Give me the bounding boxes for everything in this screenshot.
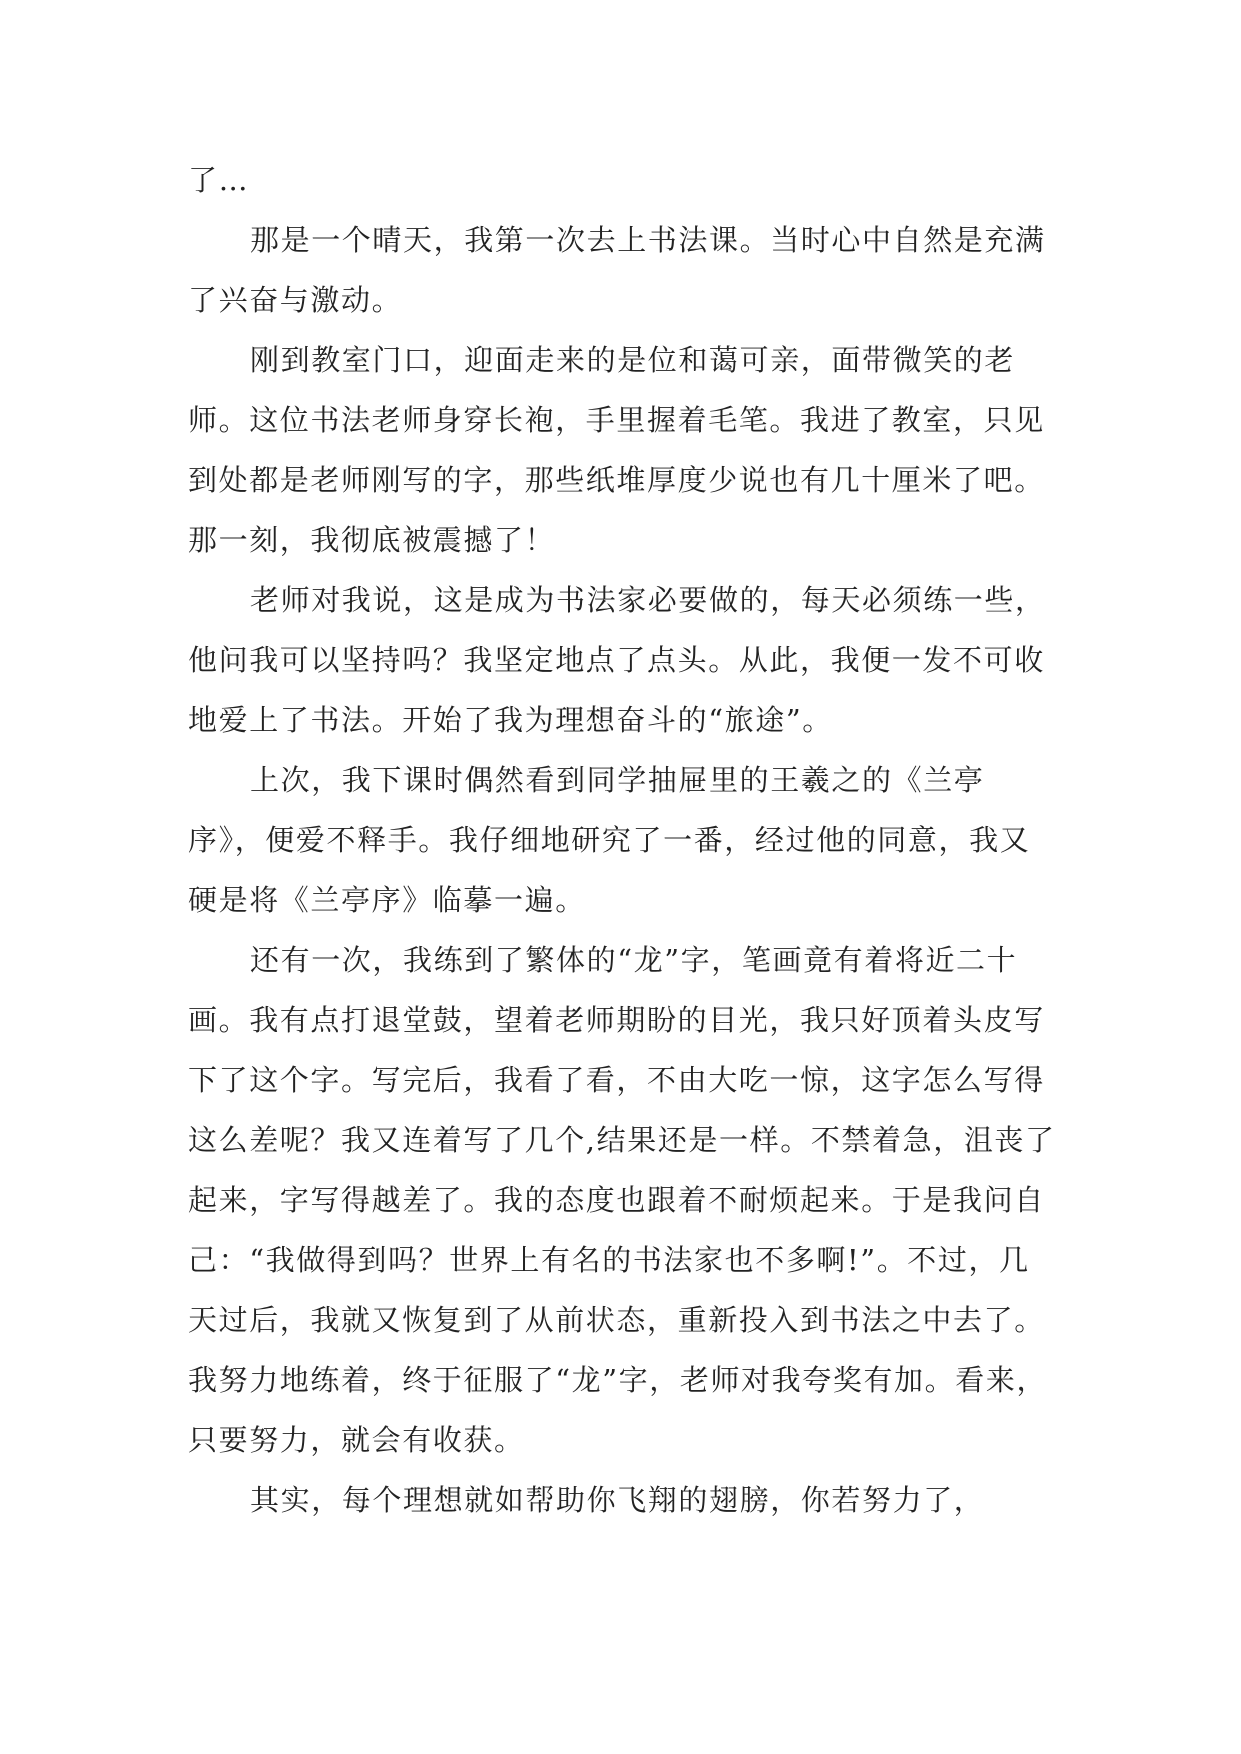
paragraph: 那是一个晴天，我第一次去上书法课。当时心中自然是充满了兴奋与激动。 — [188, 223, 1046, 317]
paragraph: 其实，每个理想就如帮助你飞翔的翅膀，你若努力了， — [250, 1483, 985, 1517]
paragraph: 上次，我下课时偶然看到同学抽屉里的王羲之的《兰亭序》，便爱不释手。我仔细地研究了一番，经过他的同意，我又硬是将《兰亭序》临摹一遍。 — [188, 763, 1031, 917]
paragraph: 老师对我说，这是成为书法家必要做的，每天必须练一些，他问我可以坚持吗？我坚定地点了点头。从此，我便一发不可收地爱上了书法。开始了我为理想奋斗的“旅途”。 — [188, 583, 1046, 737]
paragraph: 还有一次，我练到了繁体的“龙”字，笔画竟有着将近二十画。我有点打退堂鼓，望着老师期盼的目光，我只好顶着头皮写下了这个字。写完后，我看了看，不由大吃一惊，这字怎么写得这么差呢？我又连着写了几个,结果还是一样。不禁着急，沮丧了起来，字写得越差了。我的态度也跟着不耐烦起来。于是我问自己：“我做得到吗？世界上有名的书法家也不多啊!”。不过，几天过后，我就又恢复到了从前状态，重新投入到书法之中去了。我努力地练着，终于征服了“龙”字，老师对我夸奖有加。看来，只要努力，就会有收获。 — [188, 943, 1056, 1457]
paragraph: 刚到教室门口，迎面走来的是位和蔼可亲，面带微笑的老师。这位书法老师身穿长袍，手里握着毛笔。我进了教室，只见到处都是老师刚写的字，那些纸堆厚度少说也有几十厘米了吧。那一刻，我彻底被震撼了！ — [188, 343, 1045, 557]
body-text — [188, 150, 1058, 1530]
paragraph: 了… — [188, 163, 250, 197]
